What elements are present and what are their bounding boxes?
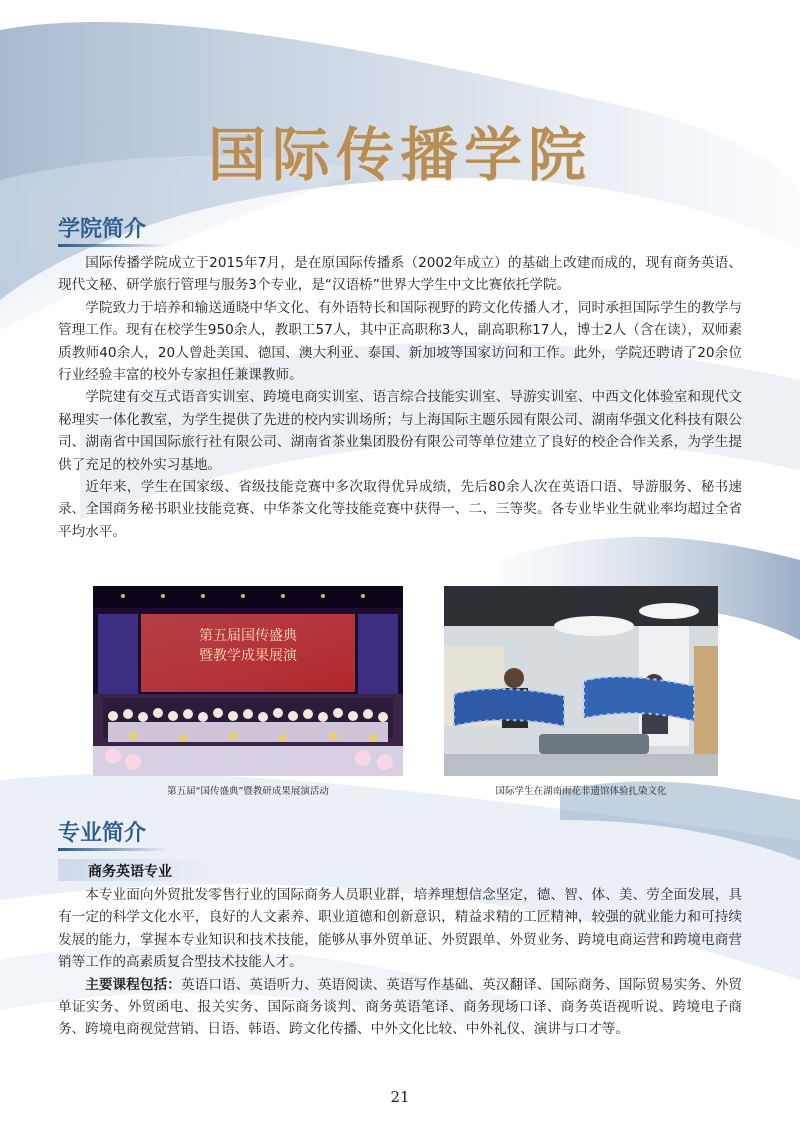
section-heading-text: 学院简介 [58,216,147,242]
courses-label: 主要课程包括： [85,976,181,993]
photo-caption-right: 国际学生在湖南雨花非遗馆体验扎染文化 [495,786,667,797]
stage-banner-line: 第五届国传盛典 [199,628,297,644]
photo-caption-left: 第五届“国传盛典”暨教研成果展演活动 [167,786,329,797]
section-heading-majors [58,816,146,847]
tie-dye-photo [444,586,718,776]
major-intro-body [58,884,742,1041]
stage-event-illustration [93,586,403,776]
heading-underline [58,244,168,247]
intro-paragraph: 近年来，学生在国家级、省级技能竞赛中多次取得优异成绩，先后80余人次在英语口语、导游服务、秘书速录、全国商务秘书职业技能竞赛、中华茶文化等技能竞赛中获得一、二、三等奖。各专业毕业生就业率均超过全省平均水平。 [58,479,742,540]
college-intro-body [58,252,742,543]
courses-paragraph [58,974,742,1041]
major-intro-paragraph: 本专业面向外贸批发零售行业的国际商务人员职业群，培养理想信念坚定，德、智、体、美、劳全面发展，具有一定的科学文化水平，良好的人文素养、职业道德和创新意识，精益求精的工匠精神，较强的就业能力和可持续发展的能力，掌握本专业知识和技术技能，能够从事外贸单证、外贸跟单、外贸业务、跨境电商运营和跨境电商营销等工作的高素质复合型技术技能人才。 [58,887,742,971]
page-title: 国际传播学院 [207,121,592,189]
stage-event-photo [93,586,403,776]
major-title: 商务英语专业 [88,864,172,880]
heading-underline [58,848,168,851]
stage-banner-text [141,626,355,666]
intro-paragraph: 学院建有交互式语音实训室、跨境电商实训室、语言综合技能实训室、导游实训室、中西文化体验室和现代文秘理实一体化教室，为学生提供了先进的校内实训场所；与上海国际主题乐园有限公司、湖南华强文化科技有限公司、湖南省中国国际旅行社有限公司、湖南省茶业集团股份有限公司等单位建立了良好的校企合作关系，为学生提供了充足的校外实习基地。 [58,389,742,473]
page-number: 21 [390,1088,410,1106]
tie-dye-illustration [444,586,718,776]
section-heading-text: 专业简介 [58,820,147,846]
stage-banner-line: 暨教学成果展演 [199,648,297,664]
section-heading-college-intro [58,212,146,243]
major-title-tag [58,859,222,881]
intro-paragraph: 学院致力于培养和输送通晓中华文化、有外语特长和国际视野的跨文化传播人才，同时承担国际学生的教学与管理工作。现有在校学生950余人，教职工57人，其中正高职称3人，副高职称17人，博士2人（含在读），双师素质教师40余人，20人曾赴美国、德国、澳大利亚、泰国、新加坡等国家访问和工作。此外，学院还聘请了20余位行业经验丰富的校外专家担任兼课教师。 [58,299,742,384]
intro-paragraph: 国际传播学院成立于2015年7月，是在原国际传播系（2002年成立）的基础上改建而成的，现有商务英语、现代文秘、研学旅行管理与服务3个专业，是“汉语桥”世界大学生中文比赛依托学院。 [58,255,742,294]
courses-list: 英语口语、英语听力、英语阅读、英语写作基础、英汉翻译、国际商务、国际贸易实务、外贸单证实务、外贸函电、报关实务、国际商务谈判、商务英语笔译、商务现场口译、商务英语视听说、跨境电子商务、跨境电商视觉营销、日语、韩语、跨文化传播、中外文化比较、中外礼仪、演讲与口才等。 [58,976,743,1038]
